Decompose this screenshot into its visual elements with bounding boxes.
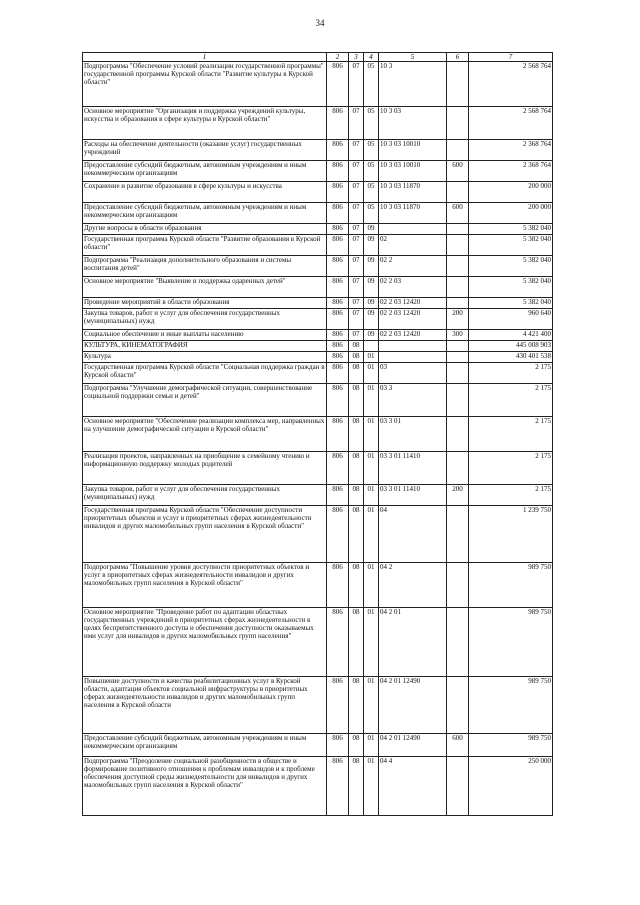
ministry-code-cell: 806 [327, 298, 349, 309]
ministry-code-cell: 806 [327, 734, 349, 757]
column-header: 7 [469, 53, 553, 62]
section-code-cell: 07 [349, 309, 364, 330]
target-item-cell [379, 341, 447, 352]
row-name-cell: Основное мероприятие "Проведение работ по адаптации областных государственных учреждений в приоритетных сферах жизнедеятельности в целях беспрепятственного доступа и обеспечения доступности оказываемых ими услуг для инвалидов и других маломобильных групп населения" [83, 608, 327, 677]
section-code-cell: 07 [349, 107, 364, 140]
section-code-cell: 08 [349, 363, 364, 384]
table-row [83, 363, 553, 384]
expense-type-cell [447, 352, 469, 363]
amount-cell: 2 368 764 [469, 140, 553, 161]
row-name-cell: Закупка товаров, работ и услуг для обеспечения государственных (муниципальных) нужд [83, 485, 327, 506]
amount-cell: 2 175 [469, 452, 553, 485]
expense-type-cell [447, 608, 469, 677]
row-name-cell: Подпрограмма "Преодоление социальной разобщенности в обществе и формирование позитивного отношения к проблемам инвалидов и к проблеме обеспечения доступной среды жизнедеятельности для инвалидов и других маломобильных групп населения в Курской области" [83, 757, 327, 816]
section-code-cell: 08 [349, 734, 364, 757]
target-item-cell: 10 3 03 10010 [379, 140, 447, 161]
ministry-code-cell: 806 [327, 224, 349, 235]
row-name-cell: Подпрограмма "Реализация дополнительного образования и системы воспитания детей" [83, 256, 327, 277]
table-row [83, 107, 553, 140]
amount-cell: 1 239 750 [469, 506, 553, 563]
subsection-code-cell: 01 [364, 352, 379, 363]
column-header: 4 [364, 53, 379, 62]
ministry-code-cell: 806 [327, 452, 349, 485]
ministry-code-cell: 806 [327, 485, 349, 506]
ministry-code-cell: 806 [327, 107, 349, 140]
target-item-cell: 10 3 03 11870 [379, 182, 447, 203]
amount-cell: 2 175 [469, 485, 553, 506]
table-row [83, 563, 553, 608]
amount-cell: 250 000 [469, 757, 553, 816]
subsection-code-cell: 01 [364, 363, 379, 384]
section-code-cell: 08 [349, 452, 364, 485]
section-code-cell: 07 [349, 224, 364, 235]
amount-cell: 989 750 [469, 608, 553, 677]
section-code-cell: 08 [349, 341, 364, 352]
expense-type-cell [447, 417, 469, 452]
section-code-cell: 07 [349, 62, 364, 107]
table-row [83, 417, 553, 452]
section-code-cell: 07 [349, 330, 364, 341]
expense-type-cell: 600 [447, 734, 469, 757]
amount-cell: 430 401 538 [469, 352, 553, 363]
ministry-code-cell: 806 [327, 506, 349, 563]
target-item-cell: 03 3 [379, 384, 447, 417]
row-name-cell: Сохранение и развитие образования в сфере культуры и искусства [83, 182, 327, 203]
subsection-code-cell: 09 [364, 330, 379, 341]
amount-cell: 5 382 040 [469, 298, 553, 309]
ministry-code-cell: 806 [327, 62, 349, 107]
amount-cell: 2 568 764 [469, 62, 553, 107]
subsection-code-cell: 09 [364, 277, 379, 298]
ministry-code-cell: 806 [327, 352, 349, 363]
table-row [83, 140, 553, 161]
target-item-cell: 02 [379, 235, 447, 256]
row-name-cell: Социальное обеспечение и иные выплаты населению [83, 330, 327, 341]
subsection-code-cell: 09 [364, 298, 379, 309]
table-row [83, 734, 553, 757]
ministry-code-cell: 806 [327, 341, 349, 352]
amount-cell: 5 382 040 [469, 235, 553, 256]
row-name-cell: Предоставление субсидий бюджетным, автономным учреждениям и иным некоммерческим организациям [83, 203, 327, 224]
expense-type-cell [447, 140, 469, 161]
row-name-cell: Культура [83, 352, 327, 363]
table-row [83, 330, 553, 341]
expense-type-cell [447, 384, 469, 417]
expense-type-cell [447, 224, 469, 235]
subsection-code-cell: 01 [364, 608, 379, 677]
ministry-code-cell: 806 [327, 277, 349, 298]
amount-cell: 2 568 764 [469, 107, 553, 140]
row-name-cell: Расходы на обеспечение деятельности (оказание услуг) государственных учреждений [83, 140, 327, 161]
row-name-cell: Государственная программа Курской области "Развитие образования в Курской области" [83, 235, 327, 256]
table-row [83, 506, 553, 563]
row-name-cell: Предоставление субсидий бюджетным, автономным учреждениям и иным некоммерческим организациям [83, 161, 327, 182]
expense-type-cell: 200 [447, 309, 469, 330]
target-item-cell: 03 3 01 [379, 417, 447, 452]
expense-type-cell [447, 235, 469, 256]
subsection-code-cell: 09 [364, 224, 379, 235]
section-code-cell: 07 [349, 161, 364, 182]
amount-cell: 989 750 [469, 563, 553, 608]
ministry-code-cell: 806 [327, 330, 349, 341]
row-name-cell: Основное мероприятие "Выявление и поддержка одаренных детей" [83, 277, 327, 298]
expense-type-cell [447, 341, 469, 352]
row-name-cell: Подпрограмма "Повышение уровня доступности приоритетных объектов и услуг в приоритетных сферах жизнедеятельности инвалидов и других маломобильных групп населения в Курской области" [83, 563, 327, 608]
column-header: 3 [349, 53, 364, 62]
amount-cell: 4 421 400 [469, 330, 553, 341]
table-body [83, 62, 553, 816]
section-code-cell: 08 [349, 352, 364, 363]
ministry-code-cell: 806 [327, 677, 349, 734]
table-row [83, 352, 553, 363]
row-name-cell: Закупка товаров, работ и услуг для обеспечения государственных (муниципальных) нужд [83, 309, 327, 330]
column-header: 1 [83, 53, 327, 62]
section-code-cell: 08 [349, 485, 364, 506]
expense-type-cell [447, 363, 469, 384]
target-item-cell [379, 352, 447, 363]
subsection-code-cell: 09 [364, 235, 379, 256]
target-item-cell [379, 224, 447, 235]
subsection-code-cell: 01 [364, 757, 379, 816]
column-header-row [83, 53, 553, 62]
amount-cell: 445 008 903 [469, 341, 553, 352]
ministry-code-cell: 806 [327, 363, 349, 384]
subsection-code-cell: 01 [364, 384, 379, 417]
table-row [83, 757, 553, 816]
expense-type-cell: 200 [447, 485, 469, 506]
amount-cell: 5 382 040 [469, 256, 553, 277]
target-item-cell: 04 2 01 [379, 608, 447, 677]
target-item-cell: 03 3 01 11410 [379, 452, 447, 485]
table-row [83, 62, 553, 107]
amount-cell: 200 000 [469, 203, 553, 224]
target-item-cell: 10 3 03 [379, 107, 447, 140]
ministry-code-cell: 806 [327, 235, 349, 256]
table-row [83, 256, 553, 277]
target-item-cell: 03 [379, 363, 447, 384]
expense-type-cell [447, 298, 469, 309]
expense-type-cell [447, 107, 469, 140]
ministry-code-cell: 806 [327, 203, 349, 224]
page-number: 34 [315, 18, 325, 28]
expense-type-cell [447, 677, 469, 734]
amount-cell: 2 175 [469, 417, 553, 452]
table-row [83, 677, 553, 734]
row-name-cell: Повышение доступности и качества реабилитационных услуг в Курской области, адаптация объектов социальной инфраструктуры в приоритетных сферах жизнедеятельности инвалидов и других маломобильных групп населения в Курской области [83, 677, 327, 734]
table-row [83, 182, 553, 203]
amount-cell: 5 382 040 [469, 224, 553, 235]
expense-type-cell [447, 62, 469, 107]
row-name-cell: Реализация проектов, направленных на приобщение к семейному чтению и информационную поддержку молодых родителей [83, 452, 327, 485]
row-name-cell: Проведение мероприятий в области образования [83, 298, 327, 309]
section-code-cell: 07 [349, 203, 364, 224]
ministry-code-cell: 806 [327, 140, 349, 161]
ministry-code-cell: 806 [327, 384, 349, 417]
subsection-code-cell: 01 [364, 452, 379, 485]
section-code-cell: 07 [349, 298, 364, 309]
target-item-cell: 02 2 [379, 256, 447, 277]
amount-cell: 2 368 764 [469, 161, 553, 182]
table-row [83, 384, 553, 417]
amount-cell: 200 000 [469, 182, 553, 203]
expense-type-cell [447, 452, 469, 485]
amount-cell: 960 640 [469, 309, 553, 330]
target-item-cell: 02 2 03 12420 [379, 330, 447, 341]
ministry-code-cell: 806 [327, 182, 349, 203]
subsection-code-cell: 05 [364, 62, 379, 107]
column-header: 6 [447, 53, 469, 62]
row-name-cell: Государственная программа Курской области "Социальная поддержка граждан в Курской области" [83, 363, 327, 384]
row-name-cell: Подпрограмма "Улучшение демографической ситуации, совершенствование социальной поддержки семьи и детей" [83, 384, 327, 417]
amount-cell: 2 175 [469, 384, 553, 417]
column-header: 2 [327, 53, 349, 62]
table-row [83, 235, 553, 256]
ministry-code-cell: 806 [327, 757, 349, 816]
row-name-cell: Подпрограмма "Обеспечение условий реализации государственной программы" государственной программы Курской области "Развитие культуры в Курской области" [83, 62, 327, 107]
table-row [83, 298, 553, 309]
subsection-code-cell: 01 [364, 506, 379, 563]
budget-table [82, 52, 553, 816]
subsection-code-cell: 09 [364, 256, 379, 277]
subsection-code-cell [364, 341, 379, 352]
ministry-code-cell: 806 [327, 417, 349, 452]
row-name-cell: Основное мероприятие "Организация и поддержка учреждений культуры, искусства и образования в сфере культуры в Курской области" [83, 107, 327, 140]
target-item-cell: 10 3 03 10010 [379, 161, 447, 182]
table-row [83, 485, 553, 506]
row-name-cell: КУЛЬТУРА, КИНЕМАТОГРАФИЯ [83, 341, 327, 352]
subsection-code-cell: 05 [364, 161, 379, 182]
subsection-code-cell: 01 [364, 677, 379, 734]
subsection-code-cell: 05 [364, 203, 379, 224]
subsection-code-cell: 05 [364, 107, 379, 140]
subsection-code-cell: 01 [364, 417, 379, 452]
expense-type-cell: 600 [447, 203, 469, 224]
amount-cell: 989 750 [469, 677, 553, 734]
ministry-code-cell: 806 [327, 309, 349, 330]
subsection-code-cell: 05 [364, 182, 379, 203]
ministry-code-cell: 806 [327, 608, 349, 677]
ministry-code-cell: 806 [327, 161, 349, 182]
ministry-code-cell: 806 [327, 563, 349, 608]
table-row [83, 224, 553, 235]
section-code-cell: 08 [349, 563, 364, 608]
target-item-cell: 04 2 [379, 563, 447, 608]
table-row [83, 161, 553, 182]
table-row [83, 277, 553, 298]
section-code-cell: 08 [349, 608, 364, 677]
target-item-cell: 02 2 03 12420 [379, 298, 447, 309]
table-row [83, 608, 553, 677]
ministry-code-cell: 806 [327, 256, 349, 277]
target-item-cell: 10 3 03 11870 [379, 203, 447, 224]
row-name-cell: Другие вопросы в области образования [83, 224, 327, 235]
expense-type-cell [447, 506, 469, 563]
table-row [83, 203, 553, 224]
row-name-cell: Основное мероприятие "Обеспечение реализации комплекса мер, направленных на улучшение демографической ситуации в Курской области" [83, 417, 327, 452]
section-code-cell: 08 [349, 677, 364, 734]
amount-cell: 989 750 [469, 734, 553, 757]
subsection-code-cell: 09 [364, 309, 379, 330]
section-code-cell: 07 [349, 182, 364, 203]
target-item-cell: 02 2 03 12420 [379, 309, 447, 330]
section-code-cell: 07 [349, 277, 364, 298]
subsection-code-cell: 05 [364, 140, 379, 161]
section-code-cell: 08 [349, 506, 364, 563]
subsection-code-cell: 01 [364, 563, 379, 608]
target-item-cell: 04 2 01 12490 [379, 677, 447, 734]
table-row [83, 452, 553, 485]
column-header: 5 [379, 53, 447, 62]
subsection-code-cell: 01 [364, 734, 379, 757]
amount-cell: 5 382 040 [469, 277, 553, 298]
expense-type-cell: 600 [447, 161, 469, 182]
subsection-code-cell: 01 [364, 485, 379, 506]
row-name-cell: Предоставление субсидий бюджетным, автономным учреждениям и иным некоммерческим организациям [83, 734, 327, 757]
expense-type-cell [447, 277, 469, 298]
target-item-cell: 10 3 [379, 62, 447, 107]
target-item-cell: 04 4 [379, 757, 447, 816]
section-code-cell: 08 [349, 417, 364, 452]
table-row [83, 309, 553, 330]
target-item-cell: 02 2 03 [379, 277, 447, 298]
target-item-cell: 03 3 01 11410 [379, 485, 447, 506]
table-row [83, 341, 553, 352]
amount-cell: 2 175 [469, 363, 553, 384]
section-code-cell: 08 [349, 384, 364, 417]
target-item-cell: 04 2 01 12490 [379, 734, 447, 757]
section-code-cell: 08 [349, 757, 364, 816]
expense-type-cell: 300 [447, 330, 469, 341]
expense-type-cell [447, 563, 469, 608]
target-item-cell: 04 [379, 506, 447, 563]
section-code-cell: 07 [349, 256, 364, 277]
expense-type-cell [447, 182, 469, 203]
section-code-cell: 07 [349, 235, 364, 256]
row-name-cell: Государственная программа Курской области "Обеспечение доступности приоритетных объектов и услуг в приоритетных сферах жизнедеятельности инвалидов и других маломобильных групп населения в Курской области" [83, 506, 327, 563]
section-code-cell: 07 [349, 140, 364, 161]
expense-type-cell [447, 256, 469, 277]
expense-type-cell [447, 757, 469, 816]
